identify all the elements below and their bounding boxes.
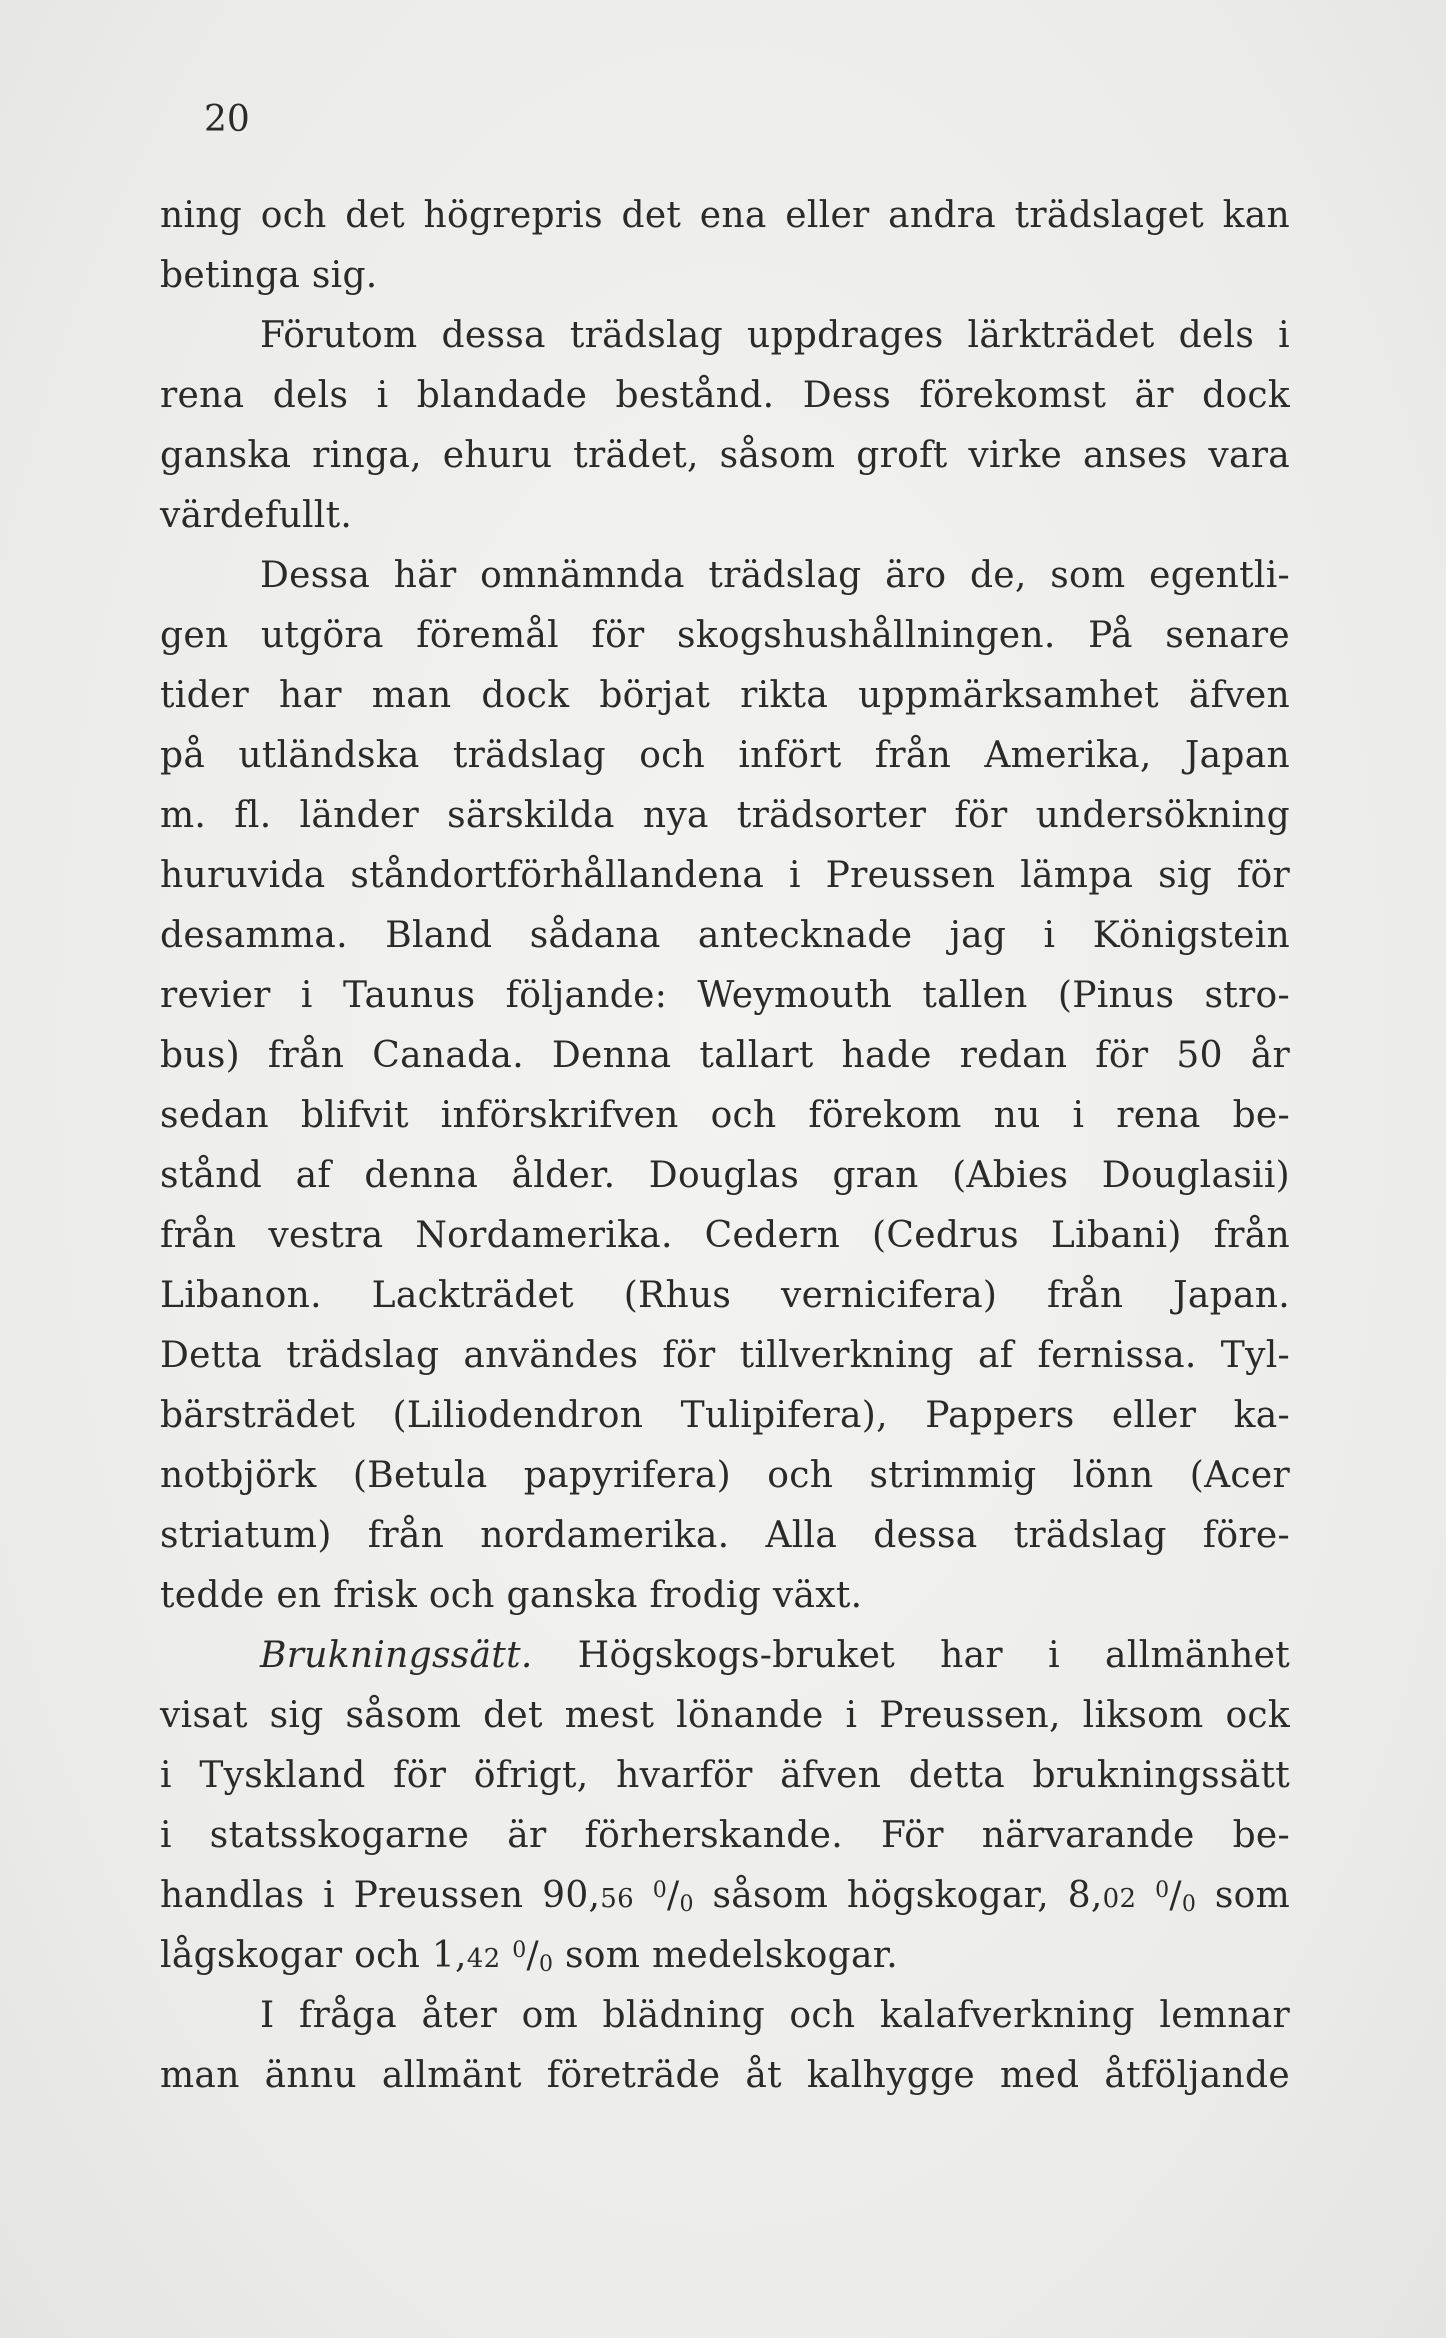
text-line: ning och det högrepris det ena eller andra trädslaget kan <box>160 195 1290 236</box>
text-line: Libanon. Lackträdet (Rhus vernicifera) från Japan. <box>160 1275 1290 1316</box>
percent-sign: $^0/_0$ <box>512 1935 554 1977</box>
text-segment: handlas i Preussen <box>160 1875 524 1916</box>
text-line: desamma. Bland sådana antecknade jag i Königstein <box>160 915 1290 956</box>
body-text <box>160 186 1290 2106</box>
text-line: bus) från Canada. Denna tallart hade redan för 50 år <box>160 1035 1290 1076</box>
stat-value: 90,56 <box>542 1875 634 1916</box>
stat-value: 1,42 <box>431 1935 501 1976</box>
text-line: rena dels i blandade bestånd. Dess förekomst är dock <box>160 375 1290 416</box>
text-segment: som medelskogar. <box>565 1935 899 1976</box>
text-line: bärsträdet (Liliodendron Tulipifera), Pappers eller ka- <box>160 1395 1290 1436</box>
text-line: m. fl. länder särskilda nya trädsorter för undersökning <box>160 795 1290 836</box>
text-line: i Tyskland för öfrigt, hvarför äfven detta brukningssätt <box>160 1755 1290 1796</box>
text-line: visat sig såsom det mest lönande i Preussen, liksom ock <box>160 1695 1290 1736</box>
text-line: Förutom dessa trädslag uppdrages lärkträdet dels i <box>260 315 1290 356</box>
text-segment: lågskogar och <box>160 1935 421 1976</box>
text-line: betinga sig. <box>160 255 378 296</box>
text-line: ganska ringa, ehuru trädet, såsom groft virke anses vara <box>160 435 1290 476</box>
text-segment: Högskogs-bruket har i allmänhet <box>577 1635 1290 1676</box>
text-line: tider har man dock börjat rikta uppmärksamhet äfven <box>160 675 1290 716</box>
text-line: notbjörk (Betula papyrifera) och strimmig lönn (Acer <box>160 1455 1290 1496</box>
stat-value: 8,02 <box>1067 1875 1137 1916</box>
text-line: stånd af denna ålder. Douglas gran (Abies Douglasii) <box>160 1155 1290 1196</box>
text-line: striatum) från nordamerika. Alla dessa trädslag före- <box>160 1515 1290 1556</box>
text-line: från vestra Nordamerika. Cedern (Cedrus Libani) från <box>160 1215 1290 1256</box>
text-line: gen utgöra föremål för skogshushållningen. På senare <box>160 615 1290 656</box>
percent-sign: $^0/_0$ <box>652 1875 694 1917</box>
text-line: i statsskogarne är förherskande. För närvarande be- <box>160 1815 1290 1856</box>
page-number: 20 <box>204 99 250 140</box>
text-line: Detta trädslag användes för tillverkning af fernissa. Tyl- <box>160 1335 1290 1376</box>
text-line: man ännu allmänt företräde åt kalhygge med åtföljande <box>160 2055 1290 2096</box>
section-heading: Brukningssätt. <box>260 1635 533 1676</box>
text-line: tedde en frisk och ganska frodig växt. <box>160 1575 863 1616</box>
statistics-line <box>160 1926 1290 1986</box>
text-line: värdefullt. <box>160 495 353 536</box>
text-line: sedan blifvit införskrifven och förekom nu i rena be- <box>160 1095 1290 1136</box>
text-line: på utländska trädslag och infört från Amerika, Japan <box>160 735 1290 776</box>
text-segment: såsom högskogar, <box>712 1875 1049 1916</box>
statistics-line <box>160 1866 1290 1926</box>
percent-sign: $^0/_0$ <box>1155 1875 1197 1917</box>
text-line: I fråga åter om blädning och kalafverkning lemnar <box>260 1995 1290 2036</box>
text-segment: som <box>1214 1875 1291 1916</box>
text-line: Dessa här omnämnda trädslag äro de, som egentli- <box>260 555 1290 596</box>
text-line: revier i Taunus följande: Weymouth tallen (Pinus stro- <box>160 975 1290 1016</box>
text-line: huruvida ståndortförhållandena i Preussen lämpa sig för <box>160 855 1290 896</box>
section-heading-line <box>160 1626 1290 1686</box>
